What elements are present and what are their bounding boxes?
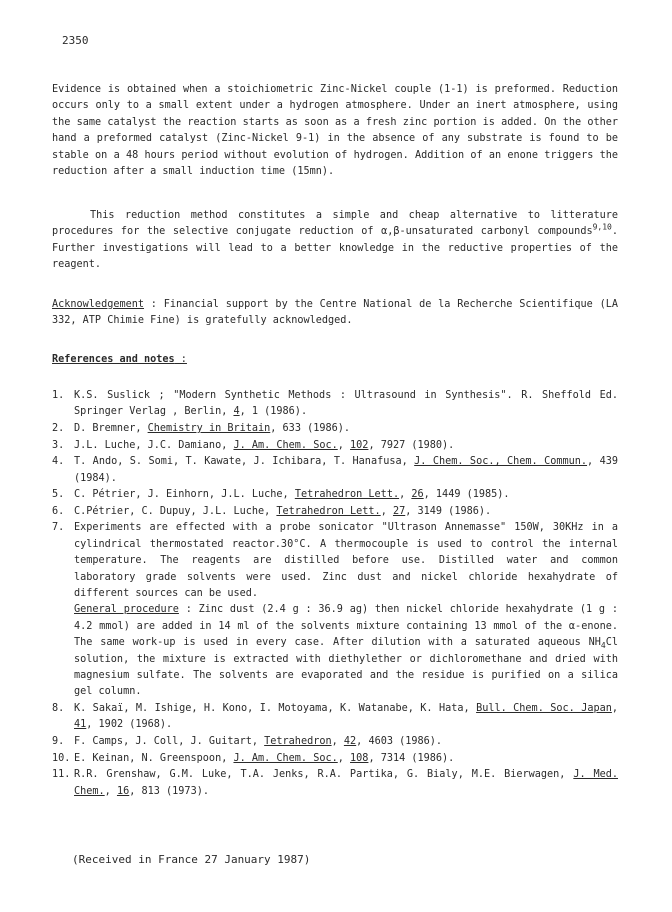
reference-item [52, 388, 618, 421]
reference-text: R.R. Grenshaw, G.M. Luke, T.A. Jenks, R.A. Partika, G. Bialy, M.E. Bierwagen, [74, 769, 574, 781]
paragraph-conclusion [52, 208, 618, 274]
reference-journal: J. Med. Chem. [74, 769, 619, 797]
citation-superscript: 9,10 [592, 223, 612, 233]
reference-number: 1. [52, 390, 65, 401]
reference-number: 11. [52, 769, 71, 781]
reference-volume: 42 [343, 736, 357, 748]
reference-tail: , 7314 (1986). [368, 752, 455, 764]
reference-list [52, 388, 618, 800]
reference-text: Experiments are effected with a probe sonicator "Ultrason Annemasse" 150W, 30KHz in a cylindrical thermostated reactor.30°C. A thermocouple is used to control the internal temperature. The reagents are distilled before use. Distilled water and common laboratory grade solvents were used. Zinc dust and nickel chloride hexahydrate of different sources can be used. [74, 522, 618, 599]
reference-item [52, 421, 618, 437]
general-procedure-text: : Zinc dust (2.4 g : 36.9 ag) then nickel chloride hexahydrate (1 g : 4.2 mmol) are added in 14 ml of the solvents mixture containing 13 mmol of the α-enone. The same work-up is used in every case. After dilution with a saturated aqueous NH [74, 604, 618, 649]
reference-volume: 108 [350, 752, 369, 764]
reference-tail: , 633 (1986). [270, 423, 351, 434]
reference-item [52, 520, 618, 700]
reference-item [52, 734, 618, 750]
general-procedure [74, 602, 618, 700]
reference-number: 2. [52, 423, 65, 434]
reference-journal: Tetrahedron [264, 736, 332, 748]
reference-tail: , 813 (1973). [129, 785, 209, 797]
reference-journal: J. Am. Chem. Soc. [233, 439, 338, 451]
general-procedure-label: General procedure [74, 604, 179, 616]
reference-item [52, 767, 618, 800]
reference-tail: , 7927 (1980). [368, 439, 455, 451]
reference-journal: Tetrahedron Lett. [276, 505, 381, 517]
reference-number: 8. [52, 703, 65, 715]
reference-item [52, 438, 618, 454]
reference-text: F. Camps, J. Coll, J. Guitart, [74, 736, 265, 748]
reference-tail: , 1 (1986). [239, 406, 308, 418]
reference-separator: , [337, 752, 351, 764]
reference-volume: 4 [233, 406, 240, 418]
reference-text: K. Sakaï, M. Ishige, H. Kono, I. Motoyama, K. Watanabe, K. Hata, [74, 703, 477, 715]
reference-number: 5. [52, 489, 65, 501]
acknowledgement-text: : Financial support by the Centre National de la Recherche Scientifique (LA 332, ATP Chimie Fine) is gratefully acknowledged. [52, 299, 618, 327]
reference-volume: 27 [392, 505, 406, 517]
reference-journal: Tetrahedron Lett. [294, 489, 400, 501]
reference-journal: J. Am. Chem. Soc. [233, 752, 338, 764]
references-heading-suffix: : [174, 354, 187, 365]
reference-tail: , 4603 (1986). [356, 736, 443, 748]
reference-number: 10. [52, 752, 71, 764]
reference-text: E. Keinan, N. Greenspoon, [74, 752, 234, 764]
reference-text: T. Ando, S. Somi, T. Kawate, J. Ichibara, T. Hanafusa, [74, 456, 415, 468]
reference-volume: 41 [74, 719, 87, 731]
reference-journal: J. Chem. Soc., Chem. Commun. [414, 456, 588, 468]
reference-volume: 26 [411, 489, 424, 501]
paragraph-conclusion-text: This reduction method constitutes a simple and cheap alternative to litterature procedures for the selective conjugate reduction of α,β-unsaturated carbonyl compounds [52, 210, 618, 238]
reference-tail: , 1449 (1985). [423, 489, 510, 501]
reference-item [52, 751, 618, 767]
reference-text: J.L. Luche, J.C. Damiano, [74, 439, 234, 451]
references-heading-text: References and notes [52, 354, 175, 365]
general-procedure-end: Cl solution, the mixture is extracted with diethylether or dichloromethane and dried with magnesium sulfate. The solvents are evaporated and the residue is purified on a silica gel column. [74, 637, 618, 698]
reference-item [52, 701, 618, 734]
reference-separator: , [611, 703, 619, 715]
reference-number: 3. [52, 439, 65, 451]
reference-item [52, 454, 618, 487]
reference-number: 6. [52, 505, 65, 517]
references-heading [52, 352, 187, 368]
reference-text: C.Pétrier, C. Dupuy, J.L. Luche, [74, 505, 277, 517]
reference-volume: 16 [116, 785, 130, 797]
reference-number: 4. [52, 456, 65, 468]
reference-separator: , [104, 785, 117, 797]
received-date: (Received in France 27 January 1987) [72, 853, 311, 866]
reference-text: C. Pétrier, J. Einhorn, J.L. Luche, [74, 489, 295, 501]
reference-number: 9. [52, 736, 65, 748]
page-number: 2350 [62, 34, 89, 47]
reference-text: K.S. Suslick ; "Modern Synthetic Methods : Ultrasound in Synthesis". R. Sheffold Ed. Springer Verlag , Berlin, [74, 390, 618, 418]
reference-separator: , [331, 736, 344, 748]
reference-volume: 102 [350, 439, 369, 451]
reference-separator: , [337, 439, 351, 451]
reference-item [52, 487, 618, 503]
reference-number: 7. [52, 522, 65, 534]
formula-subscript: 4 [600, 641, 606, 651]
reference-separator: , [380, 505, 393, 517]
reference-tail: , 3149 (1986). [405, 505, 492, 517]
acknowledgement [52, 297, 618, 330]
acknowledgement-label: Acknowledgement [52, 299, 145, 310]
reference-journal: Chemistry in Britain [147, 423, 271, 434]
reference-tail: , 439 (1984). [74, 456, 618, 484]
reference-journal: Bull. Chem. Soc. Japan [476, 703, 612, 715]
reference-tail: , 1902 (1968). [86, 719, 173, 731]
reference-text: D. Bremner, [74, 423, 148, 434]
paragraph-conclusion-end: . Further investigations will lead to a better knowledge in the reductive properties of the reagent. [52, 226, 618, 271]
reference-item [52, 504, 618, 520]
paragraph-evidence: Evidence is obtained when a stoichiometric Zinc-Nickel couple (1-1) is preformed. Reduction occurs only to a small extent under a hydrogen atmosphere. Under an inert atmosphere, using the same catalyst the reaction starts as soon as a fresh zinc portion is added. On the other hand a preformed catalyst (Zinc-Nickel 9-1) in the absence of any substrate is found to be stable on a 48 hours period without evolution of hydrogen. Addition of an enone triggers the reduction after a small induction time (15mn). [52, 84, 618, 178]
reference-separator: , [399, 489, 412, 501]
